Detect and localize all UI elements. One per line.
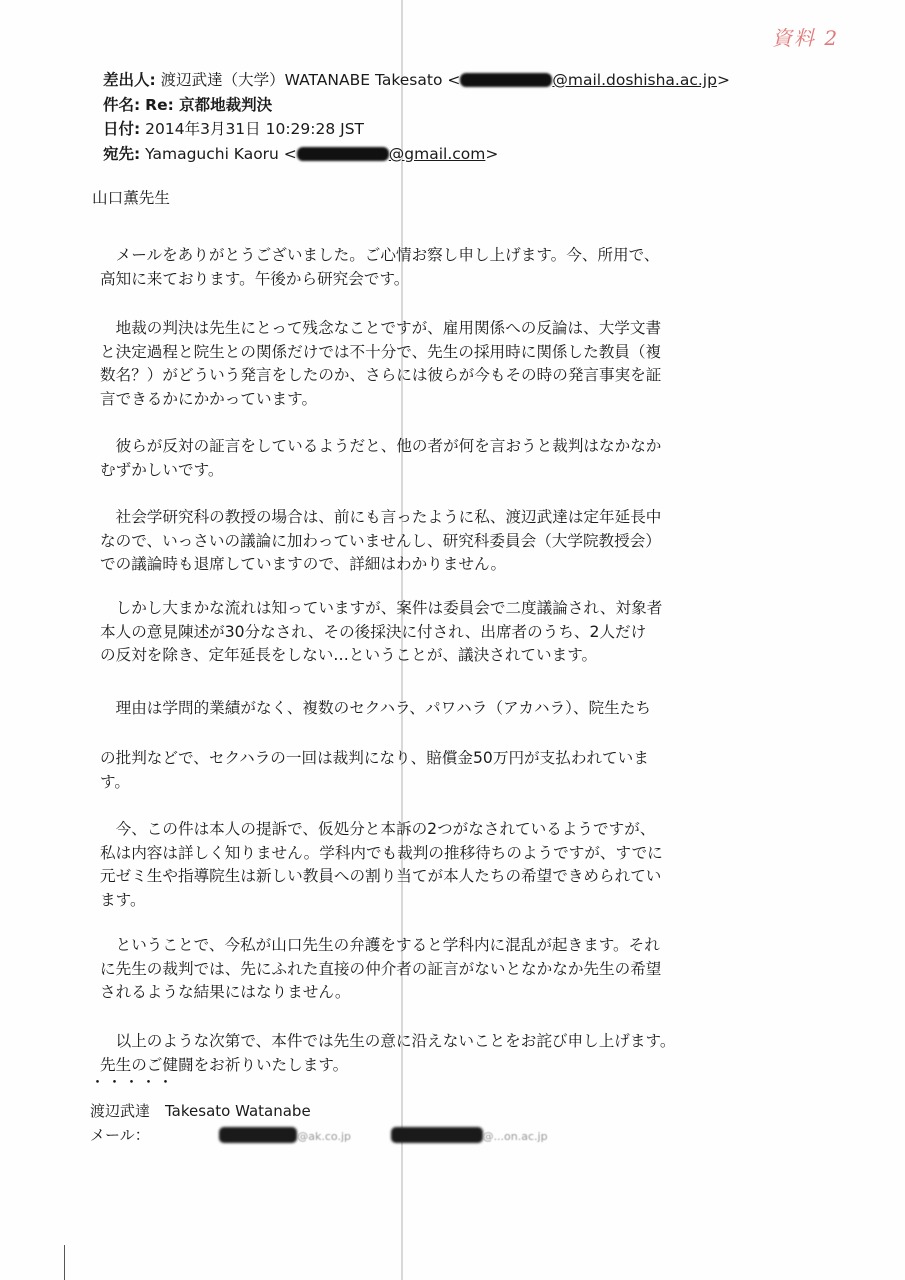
subject-value: Re: 京都地裁判決 [145,96,273,114]
redacted-bar [460,73,552,87]
paragraph-line: 私は内容は詳しく知りません。学科内でも裁判の推移待ちのようですが、すでに [100,843,663,862]
paragraph-line: むずかしいです。 [100,460,224,479]
to-email-link[interactable]: @gmail.com [388,145,486,163]
mail-1-tail: @ak.co.jp [297,1130,351,1143]
paragraph [100,934,661,1005]
paragraph-line: の反対を除き、定年延長をしない…ということが、議決されています。 [100,646,598,664]
paragraph [100,747,649,794]
paragraph [100,435,661,482]
paragraph [100,597,662,668]
bracket: > [485,145,499,163]
paragraph-line: と決定過程と院生との関係だけでは不十分で、先生の採用時に関係した教員（複 [100,342,662,361]
bracket: > [716,71,730,89]
from-label: 差出人: [103,71,156,89]
signature-name: 渡辺武達 Takesato Watanabe [90,1102,311,1120]
date-label: 日付: [103,120,141,138]
paragraph-line: 彼らが反対の証言をしているようだと、他の者が何を言おうと裁判はなかなか [100,437,662,455]
paragraph-line: されるような結果にはなりません。 [100,983,351,1001]
paragraph-line: しかし大まかな流れは知っていますが、案件は委員会で二度議論され、対象者 [100,599,663,617]
handwritten-annotation: 資料 2 [772,26,840,50]
paragraph-line: 本人の意見陳述が30分なされ、その後採決に付され、出席者のうち、2人だけ [100,622,647,641]
header-from [103,70,730,90]
paragraph-line: 地裁の判決は先生にとって残念なことですが、雇用関係への反論は、大学文書 [100,319,662,337]
paragraph [100,244,660,291]
paragraph-line: 先生のご健闘をお祈りいたします。 [100,1055,349,1074]
salutation: 山口薫先生 [92,189,170,207]
paragraph [100,506,661,577]
paragraph [100,818,663,912]
from-value: 渡辺武達（大学）WATANABE Takesato < [160,71,461,89]
paragraph-line: 理由は学問的業績がなく、複数のセクハラ、パワハラ（アカハラ）、院生たち [100,699,651,717]
paragraph-line: す。 [100,772,130,791]
paragraph-line: ということで、今私が山口先生の弁護をすると学科内に混乱が起きます。それ [100,936,660,954]
paragraph-line: メールをありがとうございました。ご心情お察し申し上げます。今、所用で、 [100,246,660,264]
paragraph [100,1030,675,1077]
paragraph-line: 言できるかにかかっています。 [100,389,318,408]
header-to [103,144,498,164]
paragraph-line: ます。 [100,890,146,909]
paragraph-line: 以上のような次第で、本件では先生の意に沿えないことをお詫び申し上げます。 [100,1032,676,1050]
redacted-bar [391,1127,483,1143]
signature-mail [90,1124,548,1145]
to-value: Yamaguchi Kaoru < [145,145,297,163]
signature-dots: ・・・・・ [90,1073,176,1091]
mail-label: メール： [90,1126,150,1144]
paragraph-line: なので、いっさいの議論に加わっていませんし、研究科委員会（大学院教授会） [100,531,661,550]
paragraph-line: に先生の裁判では、先にふれた直接の仲介者の証言がないとなかなか先生の希望 [100,959,662,978]
paragraph-line: 社会学研究科の教授の場合は、前にも言ったように私、渡辺武達は定年延長中 [100,508,662,526]
to-label: 宛先: [103,145,141,163]
paragraph-line: 元ゼミ生や指導院生は新しい教員への割り当てが本人たちの希望できめられてい [100,867,662,885]
mail-2-tail: @...on.ac.jp [482,1130,548,1143]
paragraph-line: 高知に来ております。午後から研究会です。 [100,269,410,288]
paragraph-line: の批判などで、セクハラの一回は裁判になり、賠償金50万円が支払われていま [100,749,649,767]
redacted-bar [297,147,389,161]
paragraph [100,697,651,721]
paragraph-line: 今、この件は本人の提訴で、仮処分と本訴の2つがなされているようですが、 [100,820,656,838]
paragraph-line: 数名？）がどういう発言をしたのか、さらには彼らが今もその時の発言事実を証 [100,366,662,384]
subject-label: 件名: [103,96,141,114]
paragraph [100,317,661,411]
from-email-link[interactable]: @mail.doshisha.ac.jp [552,71,717,89]
redacted-bar [219,1127,297,1143]
header-date [103,119,364,139]
scan-edge-mark [64,1245,65,1280]
paragraph-line: での議論時も退席していますので、詳細はわかりません。 [100,555,507,573]
header-subject [103,95,272,115]
date-value: 2014年3月31日 10:29:28 JST [145,120,365,138]
